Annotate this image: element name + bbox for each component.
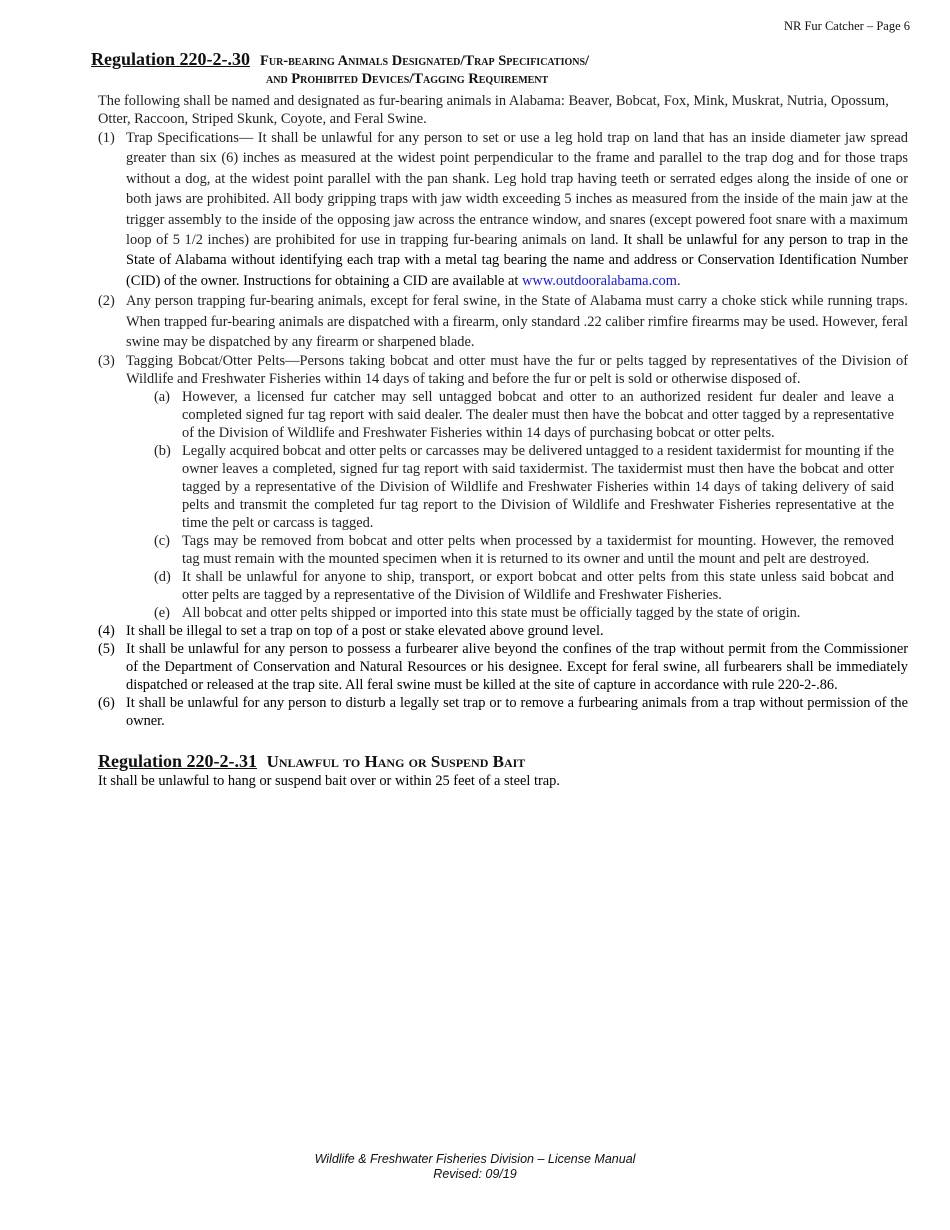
- sub-item: [154, 388, 894, 442]
- sub-item: [154, 568, 894, 604]
- item-number: (6): [98, 695, 115, 712]
- regulation-31-title: Unlawful to Hang or Suspend Bait: [266, 752, 526, 772]
- sub-item-number: (b): [154, 443, 171, 460]
- list-item: [98, 128, 908, 291]
- item-text: Any person trapping fur-bearing animals, except for feral swine, in the State of Alabama must carry a choke stick while running traps. When trapped fur-bearing animals are dispatched with a firearm, only standard .22 caliber rimfire firearms may be used. However, feral swine may be dispatched by any firearm or sharpened blade.: [126, 293, 908, 351]
- list-item: [98, 640, 908, 694]
- footer-revised: Revised: 09/19: [433, 1167, 517, 1181]
- regulation-30-heading: [91, 49, 921, 88]
- item-text: It shall be unlawful for any person to disturb a legally set trap or to remove a furbearing animals from a trap without permission of the owner.: [126, 695, 908, 730]
- regulation-31-text: It shall be unlawful to hang or suspend bait over or within 25 feet of a steel trap.: [98, 773, 560, 790]
- sub-item: [154, 604, 894, 622]
- item-text: Tagging Bobcat/Otter Pelts—Persons taking bobcat and otter must have the fur or pelts tagged by representatives of the Division of Wildlife and Freshwater Fisheries within 14 days of taking and before the fur or pelt is sold or otherwise disposed of.: [126, 353, 908, 388]
- page-footer: [0, 1152, 950, 1182]
- list-item: [98, 352, 908, 388]
- regulation-31-heading: [98, 752, 908, 772]
- document-body: [98, 92, 908, 790]
- list-item: [98, 694, 908, 730]
- item-number: (5): [98, 641, 115, 658]
- regulation-30-intro: The following shall be named and designated as fur-bearing animals in Alabama: Beaver, Bobcat, Fox, Mink, Muskrat, Nutria, Opossum, Otter, Raccoon, Striped Skunk, Coyote, and Feral Swine.: [98, 93, 889, 127]
- sub-item-text: Tags may be removed from bobcat and otter pelts when processed by a taxidermist for mounting. However, the removed tag must remain with the mounted specimen when it is returned to its owner and until the mount and pelt are destroyed.: [182, 533, 894, 568]
- regulation-31-number: Regulation 220-2-.31: [98, 751, 257, 772]
- item-text: It shall be illegal to set a trap on top of a post or stake elevated above ground level.: [126, 623, 604, 640]
- sub-item: [154, 532, 894, 568]
- sub-item-text: All bobcat and otter pelts shipped or imported into this state must be officially tagged by the state of origin.: [182, 605, 801, 622]
- item-number: (2): [98, 293, 115, 310]
- item-number: (1): [98, 130, 115, 146]
- item-text: It shall be unlawful for any person to possess a furbearer alive beyond the confines of the trap without permit from the Commissioner of the Department of Conservation and Natural Resources or his designee. Except for feral swine, all furbearers shall be immediately dispatched or released at the trap site. All feral swine must be killed at the site of capture in accordance with rule 220-2-.86.: [126, 641, 908, 694]
- regulation-30-title-line2: and Prohibited Devices/Tagging Requirement: [266, 71, 549, 87]
- footer-title: Wildlife & Freshwater Fisheries Division – License Manual: [314, 1152, 636, 1166]
- list-item: [98, 622, 908, 640]
- sub-item-number: (e): [154, 605, 170, 622]
- trap-specifications-text: Trap Specifications— It shall be unlawful for any person to set or use a leg hold trap on land that has an inside diameter jaw spread greater than six (6) inches as measured at the widest point perpendicular to the frame and parallel to the trap dog and for those traps without a dog, at the widest point parallel with the pan shank. Leg hold trap having teeth or serrated edges along the inside of one or both jaws are prohibited. All body gripping traps with jaw width exceeding 5 inches as measured from the inside of the main jaw at the trigger assembly to the inside of the opposing jaw across the entrance window, and snares (except powered foot snare with a maximum loop of 5 1/2 inches) are prohibited for use in trapping fur-bearing animals on land.: [126, 130, 908, 249]
- sub-item-text: However, a licensed fur catcher may sell untagged bobcat and otter to an authorized resident fur dealer and leave a completed signed fur tag report with said dealer. The dealer must then have the bobcat and otter tagged by a representative of the Division of Wildlife and Freshwater Fisheries within 14 days of purchasing bobcat or otter pelts.: [182, 389, 894, 442]
- outdooralabama-link[interactable]: www.outdooralabama.com: [522, 272, 677, 289]
- sub-item-text: Legally acquired bobcat and otter pelts or carcasses may be delivered untagged to a resident taxidermist for mounting if the owner leaves a completed, signed fur tag report with said taxidermist. The taxidermist must then have the bobcat and otter tagged by a representative of the Division of Wildlife and Freshwater Fisheries within 14 days of taking delivery of said pelts and transmit the completed fur tag report to the Division of Wildlife and Freshwater Fisheries representative at the time the pelt or carcass is tagged.: [182, 443, 894, 532]
- sub-item-text: It shall be unlawful for anyone to ship, transport, or export bobcat and otter pelts from this state unless said bobcat and otter pelts are tagged by a representative of the Division of Wildlife and Freshwater Fisheries.: [182, 569, 894, 604]
- sub-item-number: (d): [154, 569, 171, 586]
- item-number: (4): [98, 623, 115, 640]
- trap-tag-text: It shall be unlawful for any person to trap in the State of Alabama without identifying each trap with a metal tag bearing the name and address or Conservation Identification Number (CID) of the owner. Instructions for obtaining a CID are available at: [126, 232, 908, 289]
- sub-item: [154, 442, 894, 532]
- sub-item-number: (a): [154, 389, 170, 406]
- item-number: (3): [98, 353, 115, 370]
- sub-item-number: (c): [154, 533, 170, 550]
- list-item: [98, 291, 908, 352]
- regulation-30-number: Regulation 220-2-.30: [91, 49, 250, 69]
- page-header: NR Fur Catcher – Page 6: [783, 19, 910, 33]
- sentence-end: .: [676, 272, 681, 289]
- item-text: [126, 128, 908, 291]
- regulation-30-title-line1: Fur-bearing Animals Designated/Trap Specifications/: [260, 53, 590, 69]
